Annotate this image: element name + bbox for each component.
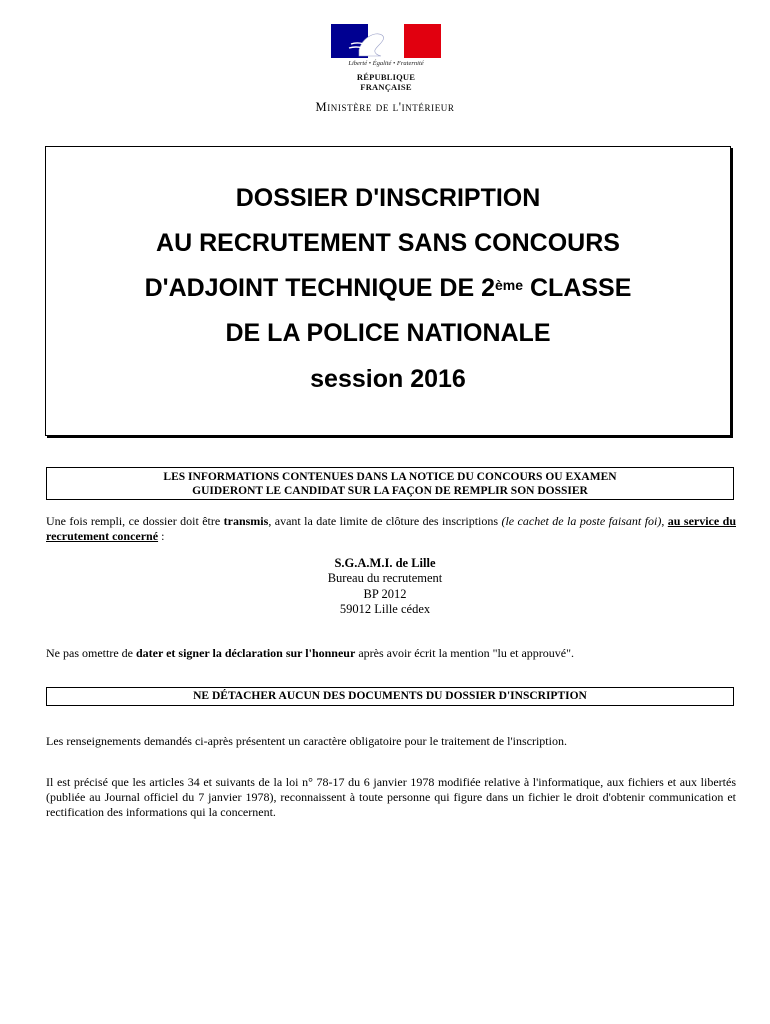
info-notice-line-1: LES INFORMATIONS CONTENUES DANS LA NOTICE DU CONCOURS OU EXAMEN (163, 471, 617, 483)
title-box (45, 146, 731, 436)
transmission-text-4: : (158, 529, 165, 543)
address-line-2: Bureau du recrutement (327, 571, 443, 586)
title-line-3-start: D'ADJOINT TECHNIQUE DE 2 (144, 274, 496, 302)
title-line-3-end: CLASSE (523, 274, 632, 302)
info-notice-box (46, 467, 734, 500)
title-line-3-superscript: ème (495, 277, 524, 293)
address-line-4: 59012 Lille cédex (339, 601, 431, 616)
warning-box: NE DÉTACHER AUCUN DES DOCUMENTS DU DOSSIER D'INSCRIPTION (46, 687, 734, 706)
transmission-text-3: , (661, 514, 668, 528)
address-block (0, 556, 770, 617)
title-line-4: DE LA POLICE NATIONALE (225, 319, 551, 347)
transmission-text-1: Une fois rempli, ce dossier doit être (46, 514, 224, 528)
title-line-2: AU RECRUTEMENT SANS CONCOURS (156, 229, 620, 257)
privacy-law-paragraph: Il est précisé que les articles 34 et suivants de la loi n° 78-17 du 6 janvier 1978 modifiée relative à l'informatique, aux fichiers et aux libertés (publiée au Journal officiel du 7 janvier 1978), reconnaissent à toute personne qui figure dans un fichier le droit d'obtenir communication et rectification des informations qui la concernent. (46, 775, 736, 819)
signature-text-1: Ne pas omettre de (46, 646, 136, 660)
transmission-bold: transmis (223, 514, 269, 528)
republique-francaise-text: RÉPUBLIQUE FRANÇAISE (356, 72, 416, 92)
title-line-3 (46, 273, 730, 303)
transmission-underline: au service du recrutement concerné (46, 514, 736, 543)
title-line-1: DOSSIER D'INSCRIPTION (235, 184, 541, 212)
address-name: S.G.A.M.I. de Lille (334, 556, 436, 570)
mandatory-info-paragraph: Les renseignements demandés ci-après présentent un caractère obligatoire pour le traitement de l'inscription. (46, 734, 567, 748)
republique-francaise-logo (331, 24, 441, 92)
session-line: session 2016 (310, 365, 466, 393)
signature-bold: dater et signer la déclaration sur l'honneur (135, 646, 356, 660)
signature-reminder-paragraph (46, 646, 736, 661)
marianne-flag-icon (331, 24, 441, 58)
devise-text: Liberté • Égalité • Fraternité (348, 60, 424, 67)
address-line-3: BP 2012 (363, 586, 407, 601)
transmission-italic: (le cachet de la poste faisant foi) (501, 514, 662, 528)
transmission-paragraph (46, 514, 736, 544)
transmission-text-2: , avant la date limite de clôture des inscriptions (268, 514, 502, 528)
info-notice-line-2: GUIDERONT LE CANDIDAT SUR LA FAÇON DE REMPLIR SON DOSSIER (192, 485, 588, 497)
ministere-heading: Ministère de l'intérieur (315, 100, 455, 114)
signature-text-2: après avoir écrit la mention "lu et approuvé". (355, 646, 575, 660)
